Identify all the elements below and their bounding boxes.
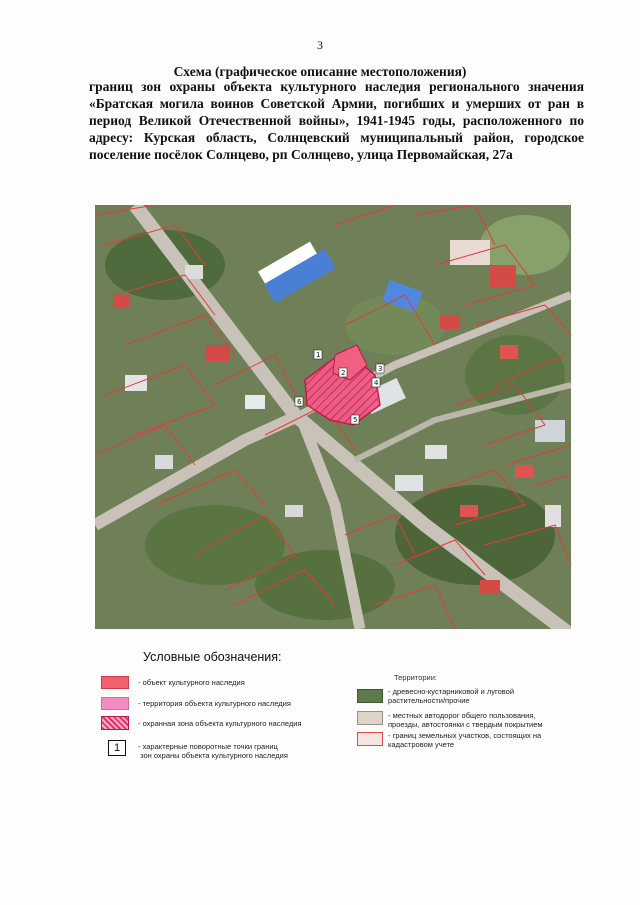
legend-swatch-territory [101,697,129,710]
legend-swatch-protection-zone [101,716,129,730]
legend-label-territory: - территория объекта культурного наследия [138,699,291,708]
legend-swatch-roads [357,711,383,725]
document-body: границ зон охраны объекта культурного наследия регионального значения «Братская могила воинов Советской Армии, погибших и умерших от ран в период Великой Отечественной войны», 1941-1945 годы, расположенного по адресу: Курская область, Солнцевский муниципальный район, городское поселение посёлок Солнцево, рп Солнцево, улица Первомайская, 27а [89,79,584,162]
legend-swatch-object [101,676,129,689]
territories-title: Территории: [394,673,438,682]
turning-point-3 [376,364,384,373]
legend-label-roads: - местных автодорог общего пользования, проезды, автостоянки с твердым покрытием [388,711,543,729]
legend-label-parcels: - границ земельных участков, состоящих на кадастровом учете [388,731,542,749]
turning-point-symbol-label: 1 [113,742,121,754]
legend-label-protection-zone: - охранная зона объекта культурного наследия [138,719,302,728]
svg-text:1: 1 [316,351,321,359]
legend-swatch-parcels [357,732,383,746]
turning-point-2 [339,368,347,377]
page-number: 3 [317,38,323,52]
legend-label-object: - объект культурного наследия [138,678,245,687]
legend-label-vegetation: - древесно-кустарниковой и луговой растительности/прочие [388,687,515,705]
turning-point-6 [295,397,303,406]
document-title: Схема (графическое описание местоположения) [173,64,467,79]
svg-text:2: 2 [341,369,346,377]
svg-text:5: 5 [353,416,358,424]
legend-title: Условные обозначения: [143,650,282,664]
svg-text:3: 3 [378,365,383,373]
turning-point-4 [372,378,380,387]
turning-point-1 [314,350,322,359]
legend-turning-point-symbol [108,740,126,756]
svg-text:4: 4 [374,379,379,387]
legend-label-turning-points: - характерные поворотные точки границ зон охраны объекта культурного наследия [138,742,288,760]
turning-point-5 [351,415,359,424]
svg-text:6: 6 [297,398,302,406]
aerial-map [95,205,571,629]
legend-swatch-vegetation [357,689,383,703]
map-svg [95,205,571,629]
